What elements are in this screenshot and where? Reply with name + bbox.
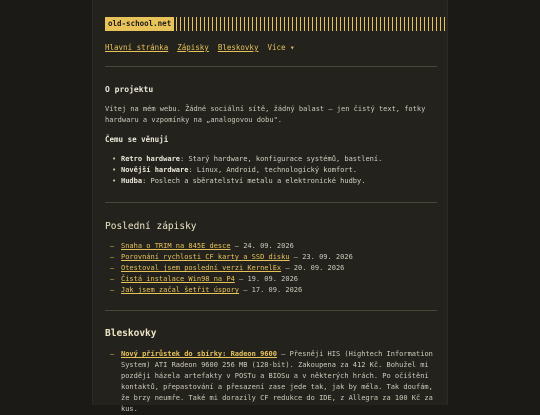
focus-desc: : Starý hardware, konfigurace systémů, bastlení. (180, 155, 383, 163)
flash-list (105, 349, 435, 415)
flash-text: — Přesněji HIS (Hightech Information System) ATI Radeon 9600 256 MB (128-bit). Zakoupena za 412 Kč. Bohužel mi později házela artefakty v POSTu a BIOSu a v některých hrách. Po očištění kontaktů, přepastování a přesazení zase jede tak, jak by měla. Tak doufám, že brzy neumře. Také mi dorazily CF redukce do IDE, z Allegra za 100 Kč za kus. (121, 350, 433, 413)
logo-row (105, 16, 445, 32)
divider (105, 202, 437, 203)
focus-term: Novější hardware (121, 166, 189, 174)
focus-desc: : Linux, Android, technologický komfort. (188, 166, 358, 174)
site-logo[interactable]: old-school.net (105, 17, 174, 31)
post-link[interactable]: Čistá instalace Win98 na P4 (121, 275, 235, 283)
post-date: — 20. 09. 2026 (281, 264, 345, 272)
list-item (105, 154, 435, 165)
list-item (105, 252, 435, 263)
main-nav (105, 42, 445, 53)
list-item (105, 285, 435, 296)
post-date: — 17. 09. 2026 (239, 286, 303, 294)
nav-item-more[interactable]: Více ▾ (267, 43, 295, 52)
page-container (92, 0, 448, 413)
post-link[interactable]: Otestoval jsem poslední verzi KernelEx (121, 264, 282, 272)
header-stripes (176, 17, 445, 31)
posts-title: Poslední zápisky (105, 221, 197, 232)
flash-link[interactable]: Nový přírůstek do sbírky: Radeon 9600 (121, 350, 277, 358)
post-link[interactable]: Jak jsem začal šetřit úspory (121, 286, 240, 294)
list-item (105, 241, 435, 252)
focus-term: Retro hardware (121, 155, 181, 163)
post-date: — 23. 09. 2026 (289, 253, 353, 261)
site-header (105, 16, 445, 53)
post-date: — 24. 09. 2026 (230, 242, 294, 250)
posts-list (105, 241, 435, 296)
nav-item-flash[interactable]: Bleskovky (217, 43, 259, 52)
post-link[interactable]: Snaha o TRIM na 845E desce (121, 242, 231, 250)
focus-desc: : Poslech a sběratelství metalu a elektronické hudby. (142, 177, 366, 185)
about-text: Vítej na mém webu. Žádné sociální sítě, žádný balast – jen čistý text, fotky hardwaru a vzpomínky na „analogovou dobu". (105, 105, 426, 124)
flash-title: Bleskovky (105, 328, 157, 339)
posts-section (105, 221, 435, 296)
about-title: O projektu (105, 85, 154, 94)
flash-section (105, 328, 435, 415)
nav-item-notes[interactable]: Zápisky (177, 43, 209, 52)
post-date: — 19. 09. 2026 (234, 275, 299, 283)
focus-term: Hudba (121, 177, 143, 185)
list-item (105, 165, 435, 176)
about-section (105, 84, 435, 187)
list-item (105, 274, 435, 285)
list-item (105, 349, 435, 415)
focus-list (105, 154, 435, 187)
focus-title: Čemu se věnuji (105, 135, 169, 144)
post-link[interactable]: Porovnání rychlosti CF karty a SSD disku (121, 253, 290, 261)
nav-item-home[interactable]: Hlavní stránka (105, 43, 169, 52)
divider (105, 66, 437, 67)
divider (105, 310, 437, 311)
list-item (105, 176, 435, 187)
list-item (105, 263, 435, 274)
